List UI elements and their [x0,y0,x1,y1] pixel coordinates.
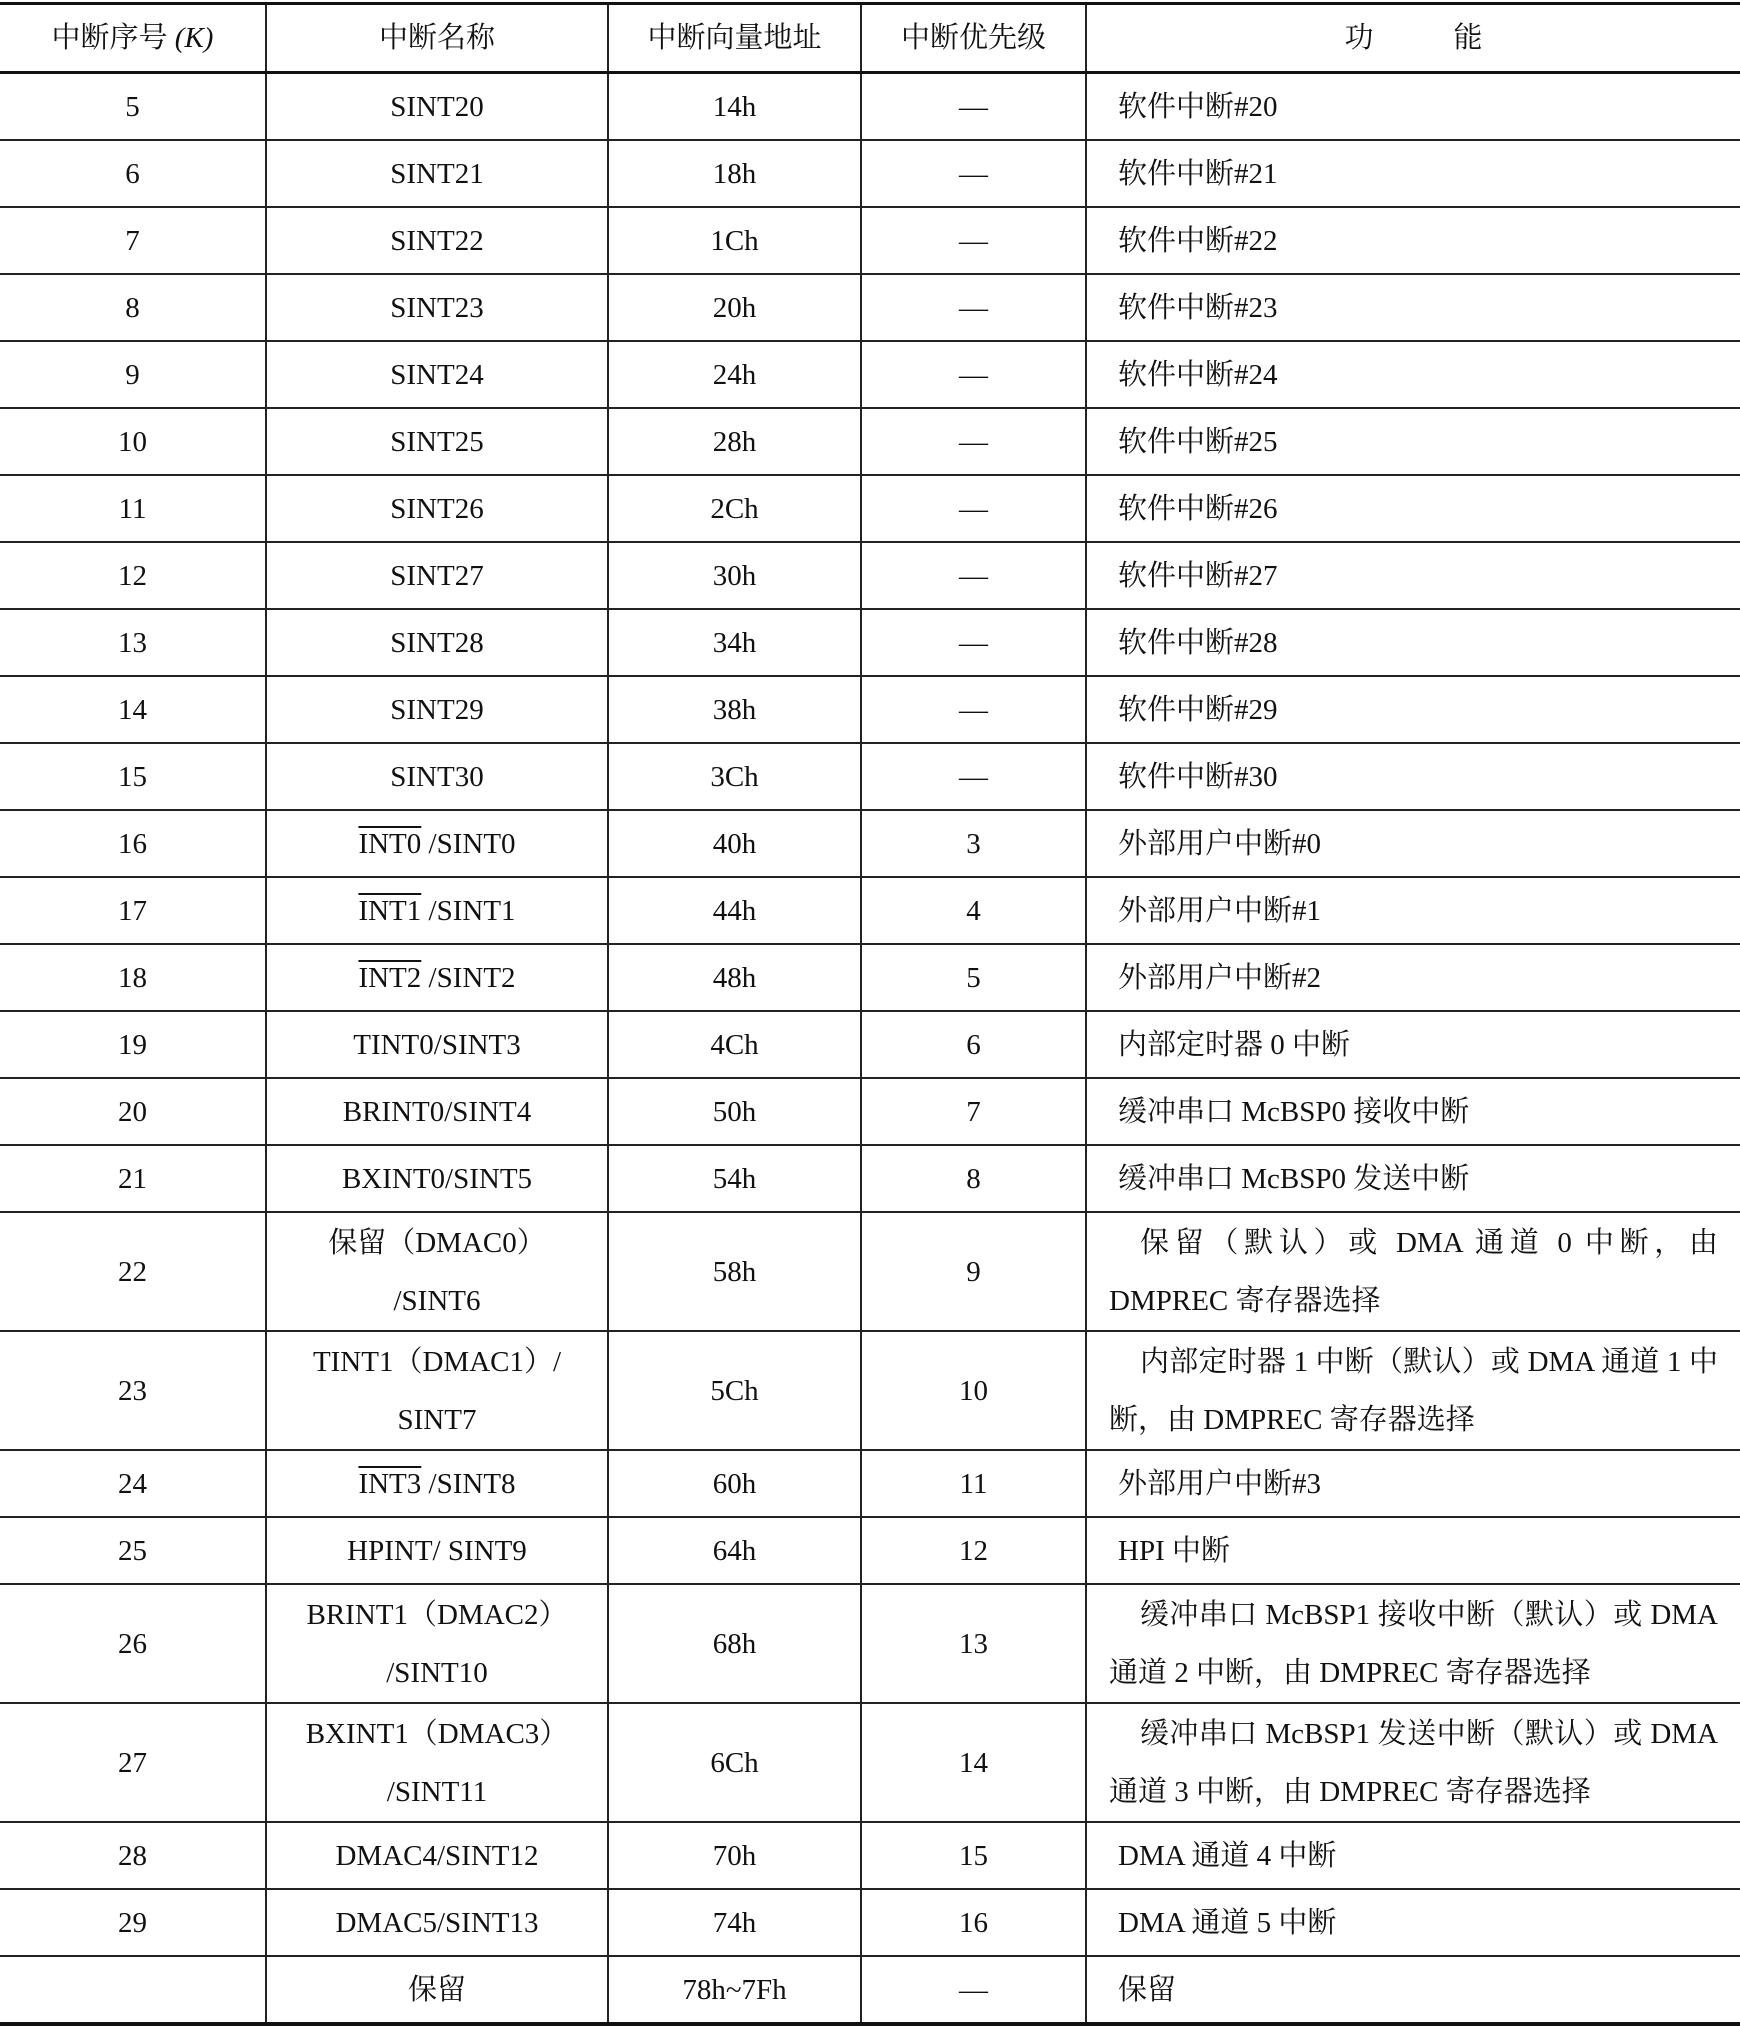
table-row [0,1331,1740,1450]
table-row [0,676,1740,743]
header-priority: 中断优先级 [861,4,1086,73]
cell-function: 软件中断#21 [1086,140,1740,207]
cell-function: 缓冲串口 McBSP1 发送中断（默认）或 DMA 通道 3 中断，由 DMPREC 寄存器选择 [1086,1703,1740,1822]
cell-function: 外部用户中断#1 [1086,877,1740,944]
cell-priority: — [861,140,1086,207]
cell-function: 保留（默认）或 DMA 通道 0 中断，由 DMPREC 寄存器选择 [1086,1212,1740,1331]
cell-priority: 14 [861,1703,1086,1822]
int-name-rest: /SINT8 [421,1467,516,1500]
cell-name: SINT20 [266,73,608,141]
name-line-1: 保留（DMAC0） [328,1226,546,1259]
cell-function: 外部用户中断#2 [1086,944,1740,1011]
cell-name [266,1703,608,1822]
header-interrupt-name: 中断名称 [266,4,608,73]
cell-priority: — [861,341,1086,408]
cell-vector: 24h [608,341,861,408]
cell-name [266,1212,608,1331]
cell-function: HPI 中断 [1086,1517,1740,1584]
cell-k: 18 [0,944,266,1011]
cell-priority: — [861,408,1086,475]
int-name-overlined: INT2 [358,961,422,994]
cell-vector: 60h [608,1450,861,1517]
table-row [0,743,1740,810]
cell-priority: — [861,207,1086,274]
table-row [0,1078,1740,1145]
cell-function: 软件中断#29 [1086,676,1740,743]
header-k-symbol: (K) [174,22,214,54]
cell-vector: 74h [608,1889,861,1956]
cell-name: SINT28 [266,609,608,676]
name-line-1: TINT1（DMAC1）/ [312,1345,562,1378]
cell-name: DMAC5/SINT13 [266,1889,608,1956]
name-line-2: /SINT10 [386,1656,488,1689]
cell-function: 软件中断#30 [1086,743,1740,810]
cell-function: DMA 通道 4 中断 [1086,1822,1740,1889]
name-line-2: /SINT11 [386,1775,488,1808]
cell-function: DMA 通道 5 中断 [1086,1889,1740,1956]
table-row [0,1584,1740,1703]
int-name-rest: /SINT2 [421,961,516,994]
cell-vector: 3Ch [608,743,861,810]
cell-vector: 54h [608,1145,861,1212]
cell-priority: 13 [861,1584,1086,1703]
cell-function: 软件中断#27 [1086,542,1740,609]
cell-vector: 58h [608,1212,861,1331]
cell-vector: 48h [608,944,861,1011]
cell-vector: 4Ch [608,1011,861,1078]
table-row [0,341,1740,408]
cell-k: 14 [0,676,266,743]
header-function: 功 能 [1086,4,1740,73]
cell-priority: 3 [861,810,1086,877]
cell-function: 软件中断#25 [1086,408,1740,475]
cell-vector: 40h [608,810,861,877]
cell-vector: 18h [608,140,861,207]
name-line-1: BRINT1（DMAC2） [306,1598,568,1631]
cell-vector: 6Ch [608,1703,861,1822]
cell-k: 10 [0,408,266,475]
cell-priority: — [861,274,1086,341]
cell-name: SINT24 [266,341,608,408]
cell-priority: 8 [861,1145,1086,1212]
cell-priority: 12 [861,1517,1086,1584]
cell-k: 26 [0,1584,266,1703]
cell-name: SINT21 [266,140,608,207]
cell-name [266,944,608,1011]
cell-k: 12 [0,542,266,609]
cell-function: 软件中断#28 [1086,609,1740,676]
table-row [0,207,1740,274]
cell-name [266,1584,608,1703]
cell-priority: 6 [861,1011,1086,1078]
cell-name: DMAC4/SINT12 [266,1822,608,1889]
cell-function: 内部定时器 1 中断（默认）或 DMA 通道 1 中断，由 DMPREC 寄存器选择 [1086,1331,1740,1450]
table-row [0,609,1740,676]
cell-name: HPINT/ SINT9 [266,1517,608,1584]
cell-function: 保留 [1086,1956,1740,2024]
cell-function: 内部定时器 0 中断 [1086,1011,1740,1078]
cell-name: SINT29 [266,676,608,743]
cell-function: 外部用户中断#0 [1086,810,1740,877]
table-row [0,1889,1740,1956]
cell-priority: — [861,542,1086,609]
cell-k [0,1956,266,2024]
table-row [0,1956,1740,2024]
cell-name: 保留 [266,1956,608,2024]
table-row [0,1517,1740,1584]
cell-name: BXINT0/SINT5 [266,1145,608,1212]
cell-k: 24 [0,1450,266,1517]
cell-vector: 44h [608,877,861,944]
int-name-overlined: INT1 [358,894,422,927]
cell-vector: 64h [608,1517,861,1584]
cell-function: 软件中断#23 [1086,274,1740,341]
table-row [0,810,1740,877]
table-row [0,140,1740,207]
cell-vector: 34h [608,609,861,676]
int-name-overlined: INT0 [358,827,422,860]
table-row [0,877,1740,944]
cell-function: 缓冲串口 McBSP0 发送中断 [1086,1145,1740,1212]
cell-vector: 70h [608,1822,861,1889]
cell-vector: 20h [608,274,861,341]
name-line-2: /SINT6 [393,1284,481,1317]
cell-k: 19 [0,1011,266,1078]
table-row [0,1212,1740,1331]
table-row [0,1450,1740,1517]
cell-name: SINT27 [266,542,608,609]
cell-function: 缓冲串口 McBSP1 接收中断（默认）或 DMA 通道 2 中断，由 DMPREC 寄存器选择 [1086,1584,1740,1703]
cell-k: 22 [0,1212,266,1331]
cell-k: 29 [0,1889,266,1956]
int-name-rest: /SINT0 [421,827,516,860]
header-interrupt-index: 中断序号 (K) [0,4,266,73]
name-line-1: BXINT1（DMAC3） [305,1717,569,1750]
cell-priority: — [861,73,1086,141]
cell-name [266,877,608,944]
name-line-2: SINT7 [397,1403,477,1436]
cell-k: 28 [0,1822,266,1889]
cell-k: 9 [0,341,266,408]
int-name-rest: /SINT1 [421,894,516,927]
cell-function: 软件中断#24 [1086,341,1740,408]
cell-vector: 2Ch [608,475,861,542]
cell-k: 20 [0,1078,266,1145]
cell-name: SINT23 [266,274,608,341]
table-row [0,944,1740,1011]
table-row [0,475,1740,542]
cell-name: BRINT0/SINT4 [266,1078,608,1145]
cell-name: SINT25 [266,408,608,475]
cell-function: 软件中断#26 [1086,475,1740,542]
cell-vector: 1Ch [608,207,861,274]
table-row [0,274,1740,341]
cell-name: SINT22 [266,207,608,274]
cell-priority: 5 [861,944,1086,1011]
cell-name: TINT0/SINT3 [266,1011,608,1078]
cell-k: 16 [0,810,266,877]
cell-k: 11 [0,475,266,542]
cell-name [266,1331,608,1450]
cell-vector: 38h [608,676,861,743]
table-row [0,542,1740,609]
cell-name [266,1450,608,1517]
cell-k: 13 [0,609,266,676]
cell-vector: 28h [608,408,861,475]
cell-priority: — [861,475,1086,542]
cell-priority: 10 [861,1331,1086,1450]
cell-priority: 15 [861,1822,1086,1889]
cell-vector: 30h [608,542,861,609]
table-row [0,1011,1740,1078]
cell-priority: — [861,1956,1086,2024]
cell-priority: 4 [861,877,1086,944]
cell-k: 6 [0,140,266,207]
cell-function: 缓冲串口 McBSP0 接收中断 [1086,1078,1740,1145]
table-row [0,1703,1740,1822]
cell-k: 27 [0,1703,266,1822]
cell-k: 21 [0,1145,266,1212]
table-row [0,1145,1740,1212]
cell-priority: — [861,676,1086,743]
cell-priority: 16 [861,1889,1086,1956]
cell-priority: — [861,609,1086,676]
cell-function: 软件中断#22 [1086,207,1740,274]
cell-function: 软件中断#20 [1086,73,1740,141]
cell-vector: 14h [608,73,861,141]
table-row [0,408,1740,475]
interrupt-vector-table [0,2,1740,2026]
cell-name: SINT30 [266,743,608,810]
header-vector-address: 中断向量地址 [608,4,861,73]
int-name-overlined: INT3 [358,1467,422,1500]
table-header-row [0,4,1740,73]
cell-vector: 78h~7Fh [608,1956,861,2024]
cell-function: 外部用户中断#3 [1086,1450,1740,1517]
cell-k: 25 [0,1517,266,1584]
cell-k: 17 [0,877,266,944]
cell-k: 15 [0,743,266,810]
cell-k: 5 [0,73,266,141]
cell-k: 23 [0,1331,266,1450]
cell-k: 7 [0,207,266,274]
cell-priority: 11 [861,1450,1086,1517]
cell-priority: 7 [861,1078,1086,1145]
cell-priority: 9 [861,1212,1086,1331]
table-row [0,1822,1740,1889]
cell-name [266,810,608,877]
table-row [0,73,1740,141]
cell-vector: 5Ch [608,1331,861,1450]
cell-priority: — [861,743,1086,810]
cell-k: 8 [0,274,266,341]
cell-name: SINT26 [266,475,608,542]
cell-vector: 50h [608,1078,861,1145]
cell-vector: 68h [608,1584,861,1703]
